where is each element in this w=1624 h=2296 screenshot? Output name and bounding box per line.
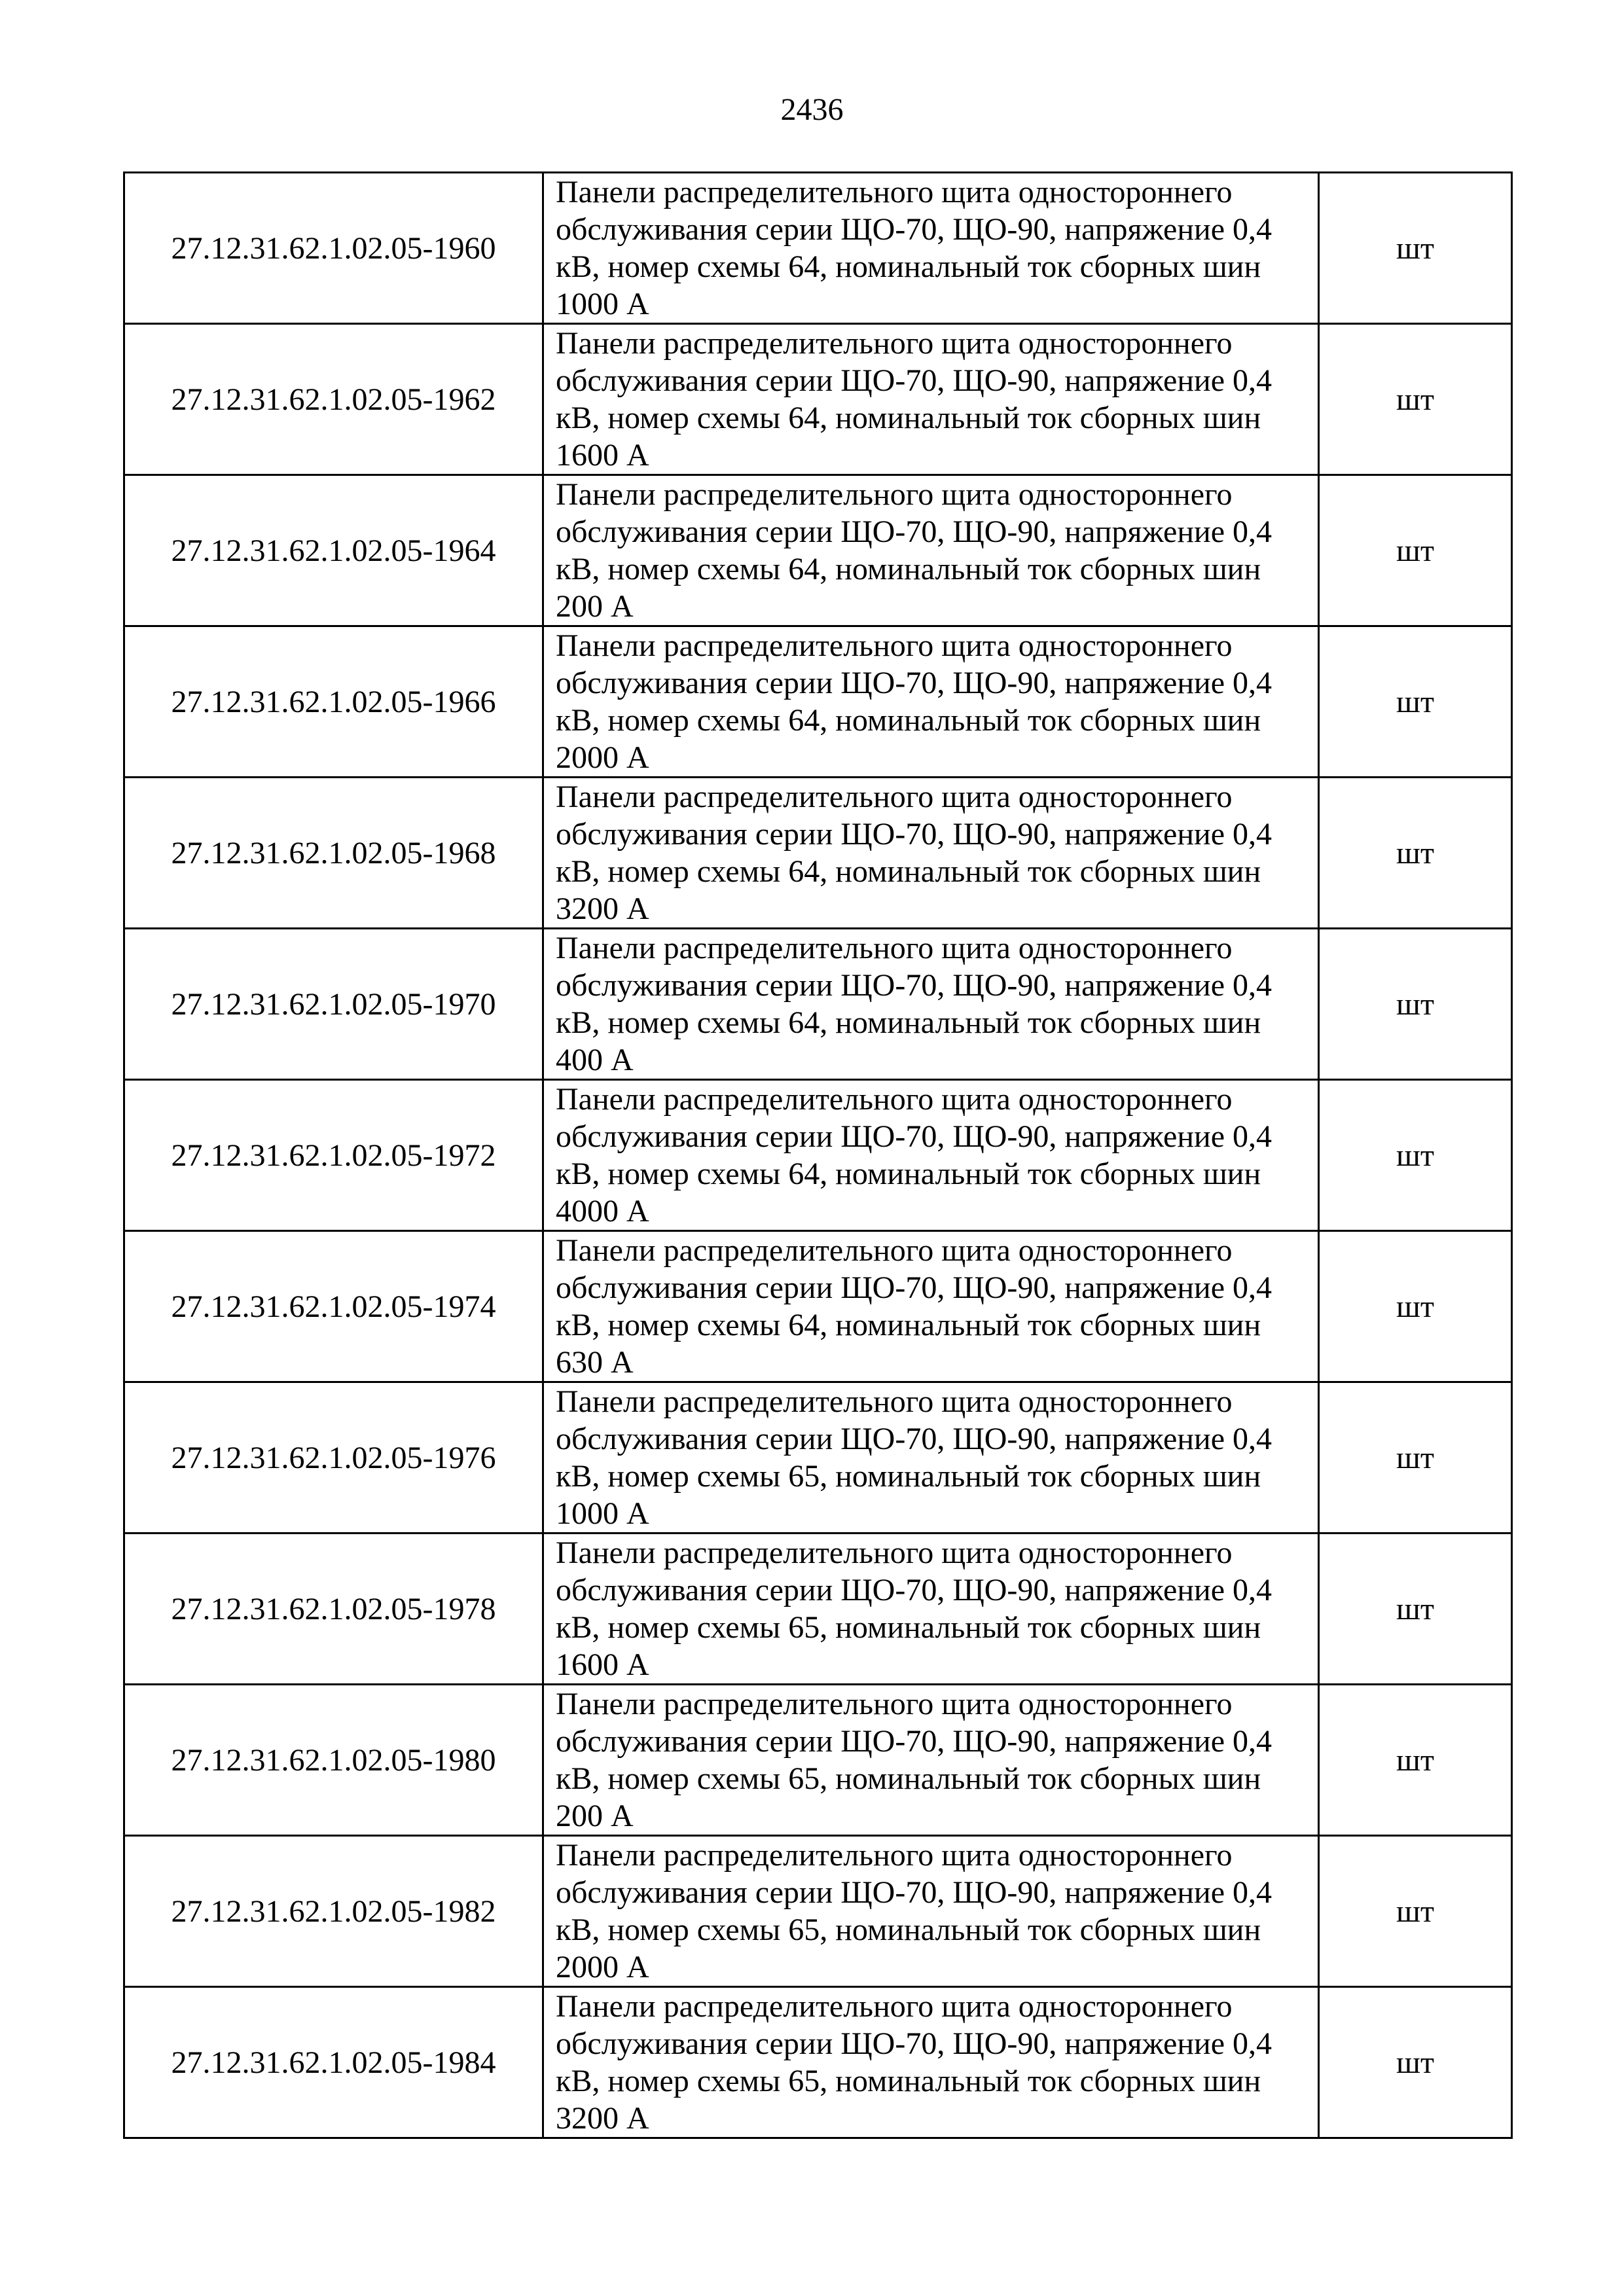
description-line: Панели распределительного щита одностороннего xyxy=(556,1838,1233,1873)
description-line: кВ, номер схемы 65, номинальный ток сборных шин xyxy=(556,1610,1261,1645)
description-line: обслуживания серии ЩО-70, ЩО-90, напряжение 0,4 xyxy=(556,363,1272,398)
unit-of-measure: шт xyxy=(1319,1534,1512,1685)
table-row xyxy=(124,475,1512,626)
description-line: 630 А xyxy=(556,1345,634,1380)
resource-code: 27.12.31.62.1.02.05-1962 xyxy=(124,324,543,475)
description-line: кВ, номер схемы 64, номинальный ток сборных шин xyxy=(556,1005,1261,1040)
resource-code: 27.12.31.62.1.02.05-1972 xyxy=(124,1080,543,1231)
description-line: 3200 А xyxy=(556,891,649,926)
unit-of-measure: шт xyxy=(1319,1080,1512,1231)
resource-table xyxy=(123,171,1513,2139)
description-line: Панели распределительного щита одностороннего xyxy=(556,1082,1233,1117)
description-line: Панели распределительного щита одностороннего xyxy=(556,326,1233,361)
description-line: 1000 А xyxy=(556,287,649,321)
unit-of-measure: шт xyxy=(1319,475,1512,626)
description-line: кВ, номер схемы 64, номинальный ток сборных шин xyxy=(556,854,1261,889)
table-row xyxy=(124,778,1512,929)
description-line: Панели распределительного щита одностороннего xyxy=(556,780,1233,814)
description-line: обслуживания серии ЩО-70, ЩО-90, напряжение 0,4 xyxy=(556,514,1272,549)
description-line: обслуживания серии ЩО-70, ЩО-90, напряжение 0,4 xyxy=(556,817,1272,852)
description-line: обслуживания серии ЩО-70, ЩО-90, напряжение 0,4 xyxy=(556,2026,1272,2061)
description-line: обслуживания серии ЩО-70, ЩО-90, напряжение 0,4 xyxy=(556,212,1272,247)
resource-description xyxy=(543,1685,1319,1836)
description-line: 200 А xyxy=(556,1799,634,1833)
description-line: кВ, номер схемы 65, номинальный ток сборных шин xyxy=(556,2064,1261,2098)
unit-of-measure: шт xyxy=(1319,778,1512,929)
resource-code: 27.12.31.62.1.02.05-1960 xyxy=(124,173,543,324)
table-row xyxy=(124,1534,1512,1685)
resource-description xyxy=(543,1231,1319,1382)
resource-description xyxy=(543,475,1319,626)
description-line: 200 А xyxy=(556,589,634,624)
table-row xyxy=(124,1080,1512,1231)
resource-description xyxy=(543,173,1319,324)
description-line: кВ, номер схемы 64, номинальный ток сборных шин xyxy=(556,703,1261,738)
description-line: кВ, номер схемы 64, номинальный ток сборных шин xyxy=(556,552,1261,586)
table-row xyxy=(124,1685,1512,1836)
unit-of-measure: шт xyxy=(1319,1382,1512,1534)
resource-code: 27.12.31.62.1.02.05-1984 xyxy=(124,1987,543,2138)
resource-code: 27.12.31.62.1.02.05-1982 xyxy=(124,1836,543,1987)
description-line: 1000 А xyxy=(556,1496,649,1531)
description-line: обслуживания серии ЩО-70, ЩО-90, напряжение 0,4 xyxy=(556,1875,1272,1910)
description-line: обслуживания серии ЩО-70, ЩО-90, напряжение 0,4 xyxy=(556,1270,1272,1305)
resource-code: 27.12.31.62.1.02.05-1980 xyxy=(124,1685,543,1836)
resource-table-body xyxy=(124,173,1512,2138)
description-line: кВ, номер схемы 65, номинальный ток сборных шин xyxy=(556,1459,1261,1494)
resource-description xyxy=(543,1836,1319,1987)
resource-code: 27.12.31.62.1.02.05-1966 xyxy=(124,626,543,778)
table-row xyxy=(124,173,1512,324)
description-line: кВ, номер схемы 64, номинальный ток сборных шин xyxy=(556,1308,1261,1342)
description-line: Панели распределительного щита одностороннего xyxy=(556,1989,1233,2024)
unit-of-measure: шт xyxy=(1319,626,1512,778)
description-line: Панели распределительного щита одностороннего xyxy=(556,1233,1233,1268)
description-line: кВ, номер схемы 64, номинальный ток сборных шин xyxy=(556,1157,1261,1191)
table-row xyxy=(124,1382,1512,1534)
description-line: кВ, номер схемы 65, номинальный ток сборных шин xyxy=(556,1761,1261,1796)
page-number: 2436 xyxy=(780,92,844,127)
unit-of-measure: шт xyxy=(1319,1685,1512,1836)
unit-of-measure: шт xyxy=(1319,324,1512,475)
resource-description xyxy=(543,778,1319,929)
description-line: кВ, номер схемы 64, номинальный ток сборных шин xyxy=(556,249,1261,284)
resource-description xyxy=(543,324,1319,475)
resource-code: 27.12.31.62.1.02.05-1964 xyxy=(124,475,543,626)
table-row xyxy=(124,1231,1512,1382)
description-line: 2000 А xyxy=(556,740,649,775)
resource-description xyxy=(543,929,1319,1080)
description-line: Панели распределительного щита одностороннего xyxy=(556,628,1233,663)
resource-description xyxy=(543,1080,1319,1231)
description-line: 1600 А xyxy=(556,438,649,473)
resource-description xyxy=(543,1382,1319,1534)
description-line: обслуживания серии ЩО-70, ЩО-90, напряжение 0,4 xyxy=(556,666,1272,700)
description-line: Панели распределительного щита одностороннего xyxy=(556,1687,1233,1721)
resource-code: 27.12.31.62.1.02.05-1968 xyxy=(124,778,543,929)
description-line: кВ, номер схемы 64, номинальный ток сборных шин xyxy=(556,401,1261,435)
resource-description xyxy=(543,1987,1319,2138)
resource-description xyxy=(543,1534,1319,1685)
description-line: Панели распределительного щита одностороннего xyxy=(556,1535,1233,1570)
description-line: 400 А xyxy=(556,1043,634,1077)
description-line: 1600 А xyxy=(556,1647,649,1682)
description-line: обслуживания серии ЩО-70, ЩО-90, напряжение 0,4 xyxy=(556,1724,1272,1759)
description-line: обслуживания серии ЩО-70, ЩО-90, напряжение 0,4 xyxy=(556,1573,1272,1607)
table-row xyxy=(124,324,1512,475)
table-row xyxy=(124,1987,1512,2138)
resource-code: 27.12.31.62.1.02.05-1974 xyxy=(124,1231,543,1382)
resource-code: 27.12.31.62.1.02.05-1976 xyxy=(124,1382,543,1534)
description-line: обслуживания серии ЩО-70, ЩО-90, напряжение 0,4 xyxy=(556,968,1272,1003)
unit-of-measure: шт xyxy=(1319,1987,1512,2138)
description-line: 4000 А xyxy=(556,1194,649,1229)
description-line: обслуживания серии ЩО-70, ЩО-90, напряжение 0,4 xyxy=(556,1422,1272,1456)
description-line: Панели распределительного щита одностороннего xyxy=(556,931,1233,965)
unit-of-measure: шт xyxy=(1319,929,1512,1080)
unit-of-measure: шт xyxy=(1319,173,1512,324)
description-line: Панели распределительного щита одностороннего xyxy=(556,477,1233,512)
table-row xyxy=(124,626,1512,778)
resource-description xyxy=(543,626,1319,778)
description-line: 3200 А xyxy=(556,2101,649,2136)
table-row xyxy=(124,1836,1512,1987)
resource-code: 27.12.31.62.1.02.05-1978 xyxy=(124,1534,543,1685)
description-line: Панели распределительного щита одностороннего xyxy=(556,175,1233,209)
unit-of-measure: шт xyxy=(1319,1836,1512,1987)
resource-code: 27.12.31.62.1.02.05-1970 xyxy=(124,929,543,1080)
table-row xyxy=(124,929,1512,1080)
description-line: кВ, номер схемы 65, номинальный ток сборных шин xyxy=(556,1912,1261,1947)
description-line: Панели распределительного щита одностороннего xyxy=(556,1384,1233,1419)
description-line: обслуживания серии ЩО-70, ЩО-90, напряжение 0,4 xyxy=(556,1119,1272,1154)
unit-of-measure: шт xyxy=(1319,1231,1512,1382)
description-line: 2000 А xyxy=(556,1950,649,1984)
